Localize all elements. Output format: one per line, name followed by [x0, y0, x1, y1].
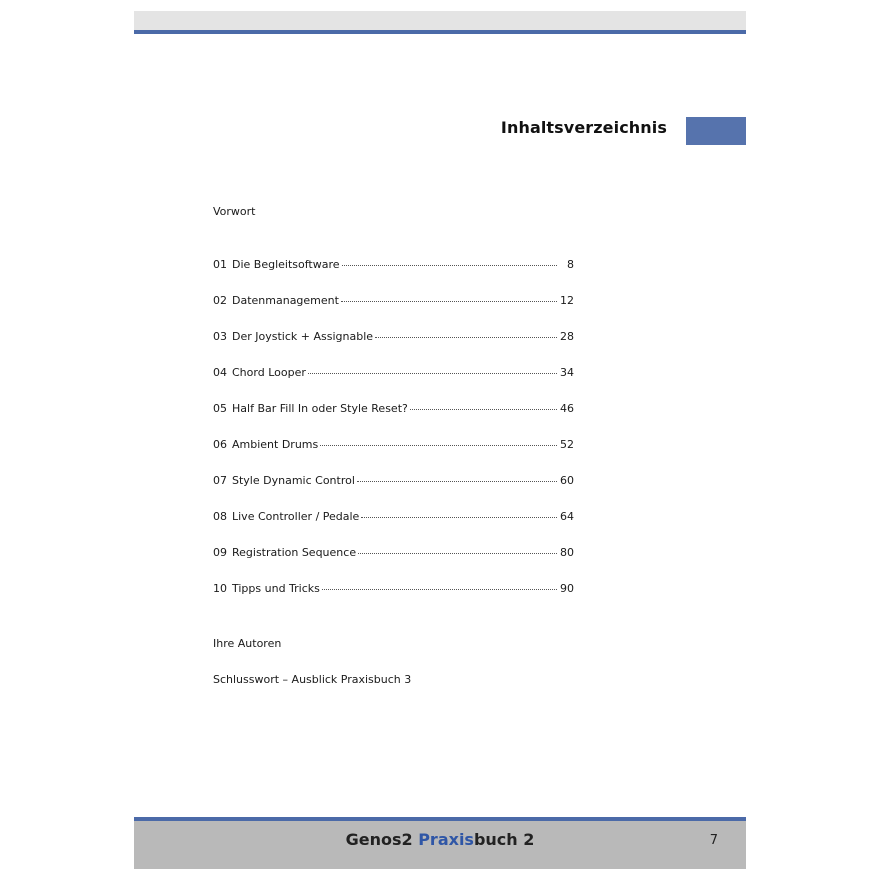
toc-authors: Ihre Autoren — [213, 637, 282, 650]
footer-band — [134, 821, 746, 869]
toc-entry-page: 34 — [560, 366, 574, 379]
toc-entry-number: 08 — [213, 510, 227, 523]
toc-entry-number: 06 — [213, 438, 227, 451]
page-number: 7 — [709, 833, 718, 848]
toc-entry-title: Ambient Drums — [232, 438, 319, 451]
toc-entry-page: 12 — [560, 294, 574, 307]
toc-entry-page: 52 — [560, 438, 574, 451]
toc-entry-page: 64 — [560, 510, 574, 523]
footer-title-part1: Genos2 — [345, 830, 419, 849]
page-title: Inhaltsverzeichnis — [500, 118, 667, 137]
footer-book-title — [134, 830, 746, 849]
toc-dot-leader — [357, 481, 557, 482]
toc-entry-title: Tipps und Tricks — [232, 582, 320, 595]
toc-entry — [213, 582, 574, 618]
toc-dot-leader — [320, 445, 557, 446]
toc-dot-leader — [410, 409, 557, 410]
toc-entry-title: Der Joystick + Assignable — [232, 330, 374, 343]
toc-entry-page: 28 — [560, 330, 574, 343]
toc-entry — [213, 510, 574, 546]
header-rule — [134, 30, 746, 34]
toc-entry — [213, 546, 574, 582]
toc-dot-leader — [358, 553, 557, 554]
toc-entry-number: 02 — [213, 294, 227, 307]
toc-entry-page: 90 — [560, 582, 574, 595]
toc-entry-title: Registration Sequence — [232, 546, 357, 559]
toc-entry-number: 01 — [213, 258, 227, 271]
toc-dot-leader — [308, 373, 557, 374]
toc-dot-leader — [361, 517, 557, 518]
toc-entry-number: 10 — [213, 582, 227, 595]
toc-entry — [213, 330, 574, 366]
toc-entry — [213, 402, 574, 438]
toc-entry-page: 46 — [560, 402, 574, 415]
toc-entry-number: 09 — [213, 546, 227, 559]
toc-entry-title: Chord Looper — [232, 366, 306, 379]
toc-entry-title: Datenmanagement — [232, 294, 339, 307]
toc-entry-title: Live Controller / Pedale — [232, 510, 360, 523]
toc-entry-number: 04 — [213, 366, 227, 379]
toc-chapter-list — [213, 258, 574, 618]
toc-dot-leader — [375, 337, 557, 338]
toc-entry-number: 07 — [213, 474, 227, 487]
toc-entry — [213, 438, 574, 474]
toc-entry-number: 03 — [213, 330, 227, 343]
toc-dot-leader — [322, 589, 557, 590]
title-color-block — [686, 117, 746, 145]
toc-entry-number: 05 — [213, 402, 227, 415]
header-band — [134, 11, 746, 31]
toc-entry — [213, 294, 574, 330]
toc-entry-page: 8 — [567, 258, 574, 271]
footer-title-part3: buch 2 — [473, 830, 535, 849]
toc-entry-page: 60 — [560, 474, 574, 487]
footer-title-accent: Praxis — [418, 830, 474, 849]
toc-dot-leader — [341, 301, 557, 302]
toc-entry-title: Die Begleitsoftware — [232, 258, 340, 271]
toc-entry — [213, 366, 574, 402]
toc-closing: Schlusswort – Ausblick Praxisbuch 3 — [213, 673, 412, 686]
toc-entry — [213, 258, 574, 294]
toc-entry-title: Style Dynamic Control — [232, 474, 355, 487]
toc-entry-page: 80 — [560, 546, 574, 559]
toc-entry-title: Half Bar Fill In oder Style Reset? — [232, 402, 408, 415]
toc-preface: Vorwort — [213, 205, 256, 218]
toc-entry — [213, 474, 574, 510]
toc-dot-leader — [342, 265, 557, 266]
